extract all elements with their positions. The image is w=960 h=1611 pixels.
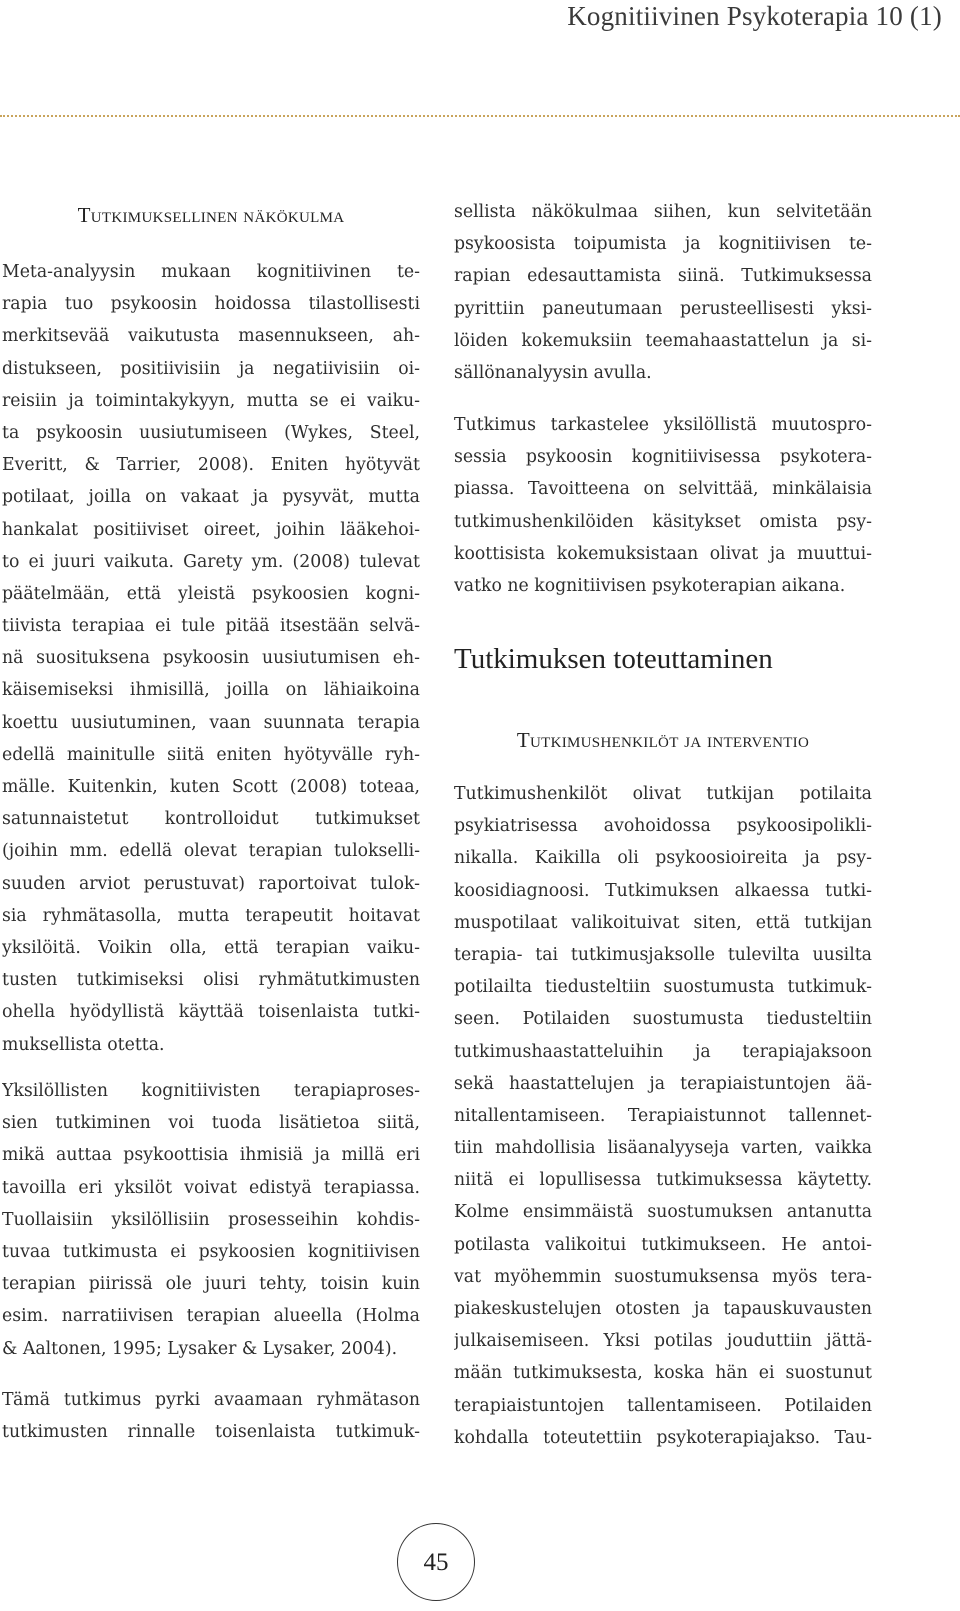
text-line: Yksilöllisten kognitiivisten terapiaproses- — [2, 1081, 420, 1101]
right-paragraph-2 — [454, 409, 872, 602]
text-line: löiden kokemuksiin teemahaastattelun ja si- — [454, 330, 872, 351]
text-line: nä suosituksena psykoosin uusiutumisen eh- — [2, 648, 420, 669]
text-line: piakeskustelujen otosten ja tapauskuvausten — [454, 1299, 872, 1319]
text-line: terapiaistuntojen tallentamiseen. Potilaiden — [454, 1395, 872, 1416]
section-subheading-participants: Tutkimushenkilöt ja interventio — [516, 728, 810, 752]
text-line: koosidiagnoosi. Tutkimuksen alkaessa tutki- — [454, 880, 872, 901]
text-line: psykiatrisessa avohoidossa psykoosipolikli- — [454, 816, 872, 837]
text-line: muksellista otetta. — [2, 1034, 165, 1055]
text-line: & Aaltonen, 1995; Lysaker & Lysaker, 2004). — [2, 1338, 398, 1359]
left-paragraph-3 — [2, 1384, 420, 1448]
text-line: mikä auttaa psykoottisia ihmisiä ja millä eri — [2, 1145, 420, 1166]
text-line: satunnaistetut kontrolloidut tutkimukset — [2, 809, 420, 830]
text-line: terapia- tai tutkimusjaksolle tulevilta uusilta — [454, 944, 872, 965]
section-title-implementation: Tutkimuksen toteuttaminen — [454, 643, 773, 675]
text-line: sia ryhmätasolla, mutta terapeutit hoitavat — [2, 905, 420, 926]
text-line: merkitsevää vaikutusta masennukseen, ah- — [2, 326, 420, 347]
text-line: vat myöhemmin suostumuksensa myös tera- — [454, 1266, 872, 1287]
text-line: sekä haastattelujen ja terapiaistuntojen ää- — [454, 1073, 872, 1094]
text-line: tavoilla eri yksilöt voivat edistyä terapiassa. — [2, 1177, 420, 1198]
text-line: (joihin mm. edellä olevat terapian tulokselli- — [2, 841, 420, 862]
text-line: sien tutkiminen voi tuoda lisätietoa siitä, — [2, 1113, 420, 1134]
text-line: tuvaa tutkimusta ei psykoosien kognitiivisen — [2, 1241, 420, 1262]
text-line: Meta-analyysin mukaan kognitiivinen te- — [2, 262, 420, 282]
text-line: mälle. Kuitenkin, kuten Scott (2008) toteaa, — [2, 777, 420, 797]
text-line: seen. Potilaiden suostumusta tiedusteltiin — [454, 1009, 872, 1030]
text-line: Tutkimus tarkastelee yksilöllistä muutospro- — [454, 415, 872, 435]
right-paragraph-3 — [454, 778, 872, 1454]
text-line: ohella hyödyllistä käyttää toisenlaista tutki- — [2, 1002, 420, 1023]
text-line: Tutkimushenkilöt olivat tutkijan potilaita — [454, 784, 872, 804]
text-line: nitallentamiseen. Terapiaistunnot tallennet- — [454, 1105, 872, 1126]
text-line: käisemiseksi ihmisillä, joilla on lähiaikoina — [2, 680, 420, 701]
text-line: psykoosista toipumista ja kognitiivisen te- — [454, 234, 872, 255]
text-line: tusten tutkimiseksi olisi ryhmätutkimusten — [2, 970, 420, 991]
text-line: vatko ne kognitiivisen psykoterapian aikana. — [454, 575, 846, 596]
text-line: potilailta tiedusteltiin suostumusta tutkimuk- — [454, 977, 872, 998]
header-dotted-rule — [0, 115, 960, 117]
text-line: Kolme ensimmäistä suostumuksen antanutta — [454, 1202, 872, 1223]
text-line: mään tutkimuksesta, koska hän ei suostunut — [454, 1363, 872, 1384]
text-line: distukseen, positiivisiin ja negatiivisiin oi- — [2, 358, 420, 379]
text-line: esim. narratiivisen terapian alueella (Holma — [2, 1306, 420, 1327]
text-line: terapian piirissä ole juuri tehty, toisin kuin — [2, 1274, 420, 1295]
text-line: tiin mahdollisia lisäanalyyseja varten, vaikka — [454, 1138, 872, 1159]
text-line: to ei juuri vaikuta. Garety ym. (2008) tulevat — [2, 551, 420, 572]
text-line: potilasta valikoitui tutkimukseen. He antoi- — [454, 1234, 872, 1255]
text-line: tutkimusten rinnalle toisenlaista tutkimuk- — [2, 1422, 420, 1443]
text-line: kohdalla toteutettiin psykoterapiajakso. Tau- — [454, 1427, 872, 1448]
text-line: reisiin ja toimintakykyyn, mutta se ei vaiku- — [2, 390, 420, 411]
text-line: yksilöitä. Voikin olla, että terapian vaiku- — [2, 937, 420, 958]
text-line: sällönanalyysin avulla. — [454, 362, 652, 383]
text-line: edellä mainitulle siitä eniten hyötyvälle ryh- — [2, 744, 420, 765]
text-line: niitä ei lopullisessa tutkimuksessa käytetty. — [454, 1170, 872, 1191]
left-paragraph-2 — [2, 1075, 420, 1365]
text-line: koottisista kokemuksistaan olivat ja muuttui- — [454, 543, 872, 564]
text-line: julkaisemiseen. Yksi potilas jouduttiin jättä- — [454, 1331, 872, 1352]
text-line: Everitt, & Tarrier, 2008). Eniten hyötyvät — [2, 455, 420, 476]
text-line: rapia tuo psykoosin hoidossa tilastollisesti — [2, 294, 420, 315]
page-number-circle — [397, 1523, 475, 1601]
text-line: rapian edesauttamista siinä. Tutkimuksessa — [454, 266, 872, 287]
left-paragraph-1 — [2, 256, 420, 1061]
text-line: suuden arviot perustuvat) raportoivat tulok- — [2, 873, 420, 894]
text-line: tutkimushaastatteluihin ja terapiajaksoon — [454, 1041, 872, 1062]
page-number: 45 — [423, 1549, 449, 1576]
text-line: tiivista terapiaa ei tule pitää itsestään selvä- — [2, 616, 420, 637]
text-line: koettu uusiutuminen, vaan suunnata terapia — [2, 712, 420, 733]
text-line: pyrittiin paneutumaan perusteellisesti yksi- — [454, 298, 872, 319]
text-line: Tämä tutkimus pyrki avaamaan ryhmätason — [2, 1390, 420, 1410]
journal-header-title: Kognitiivinen Psykoterapia 10 (1) — [567, 1, 942, 31]
text-line: muspotilaat valikoituivat siten, että tutkijan — [454, 912, 872, 933]
text-line: tutkimushenkilöiden käsitykset omista psy- — [454, 511, 872, 532]
text-line: Tuollaisiin yksilöllisiin prosesseihin kohdis- — [2, 1209, 420, 1230]
text-line: piassa. Tavoitteena on selvittää, minkälaisia — [454, 479, 872, 500]
text-line: ta psykoosin uusiutumiseen (Wykes, Steel, — [2, 422, 420, 443]
text-line: potilaat, joilla on vakaat ja pysyvät, mutta — [2, 487, 420, 508]
text-line: päätelmään, että yleistä psykoosien kogni- — [2, 583, 420, 604]
text-line: hankalat positiiviset oireet, joihin lääkehoi- — [2, 519, 420, 540]
section-subheading-research-perspective: Tutkimuksellinen näkökulma — [77, 203, 345, 227]
text-line: sellista näkökulmaa siihen, kun selvitetään — [454, 202, 872, 222]
right-paragraph-1 — [454, 196, 872, 389]
text-line: sessia psykoosin kognitiivisessa psykotera- — [454, 447, 872, 468]
text-line: nikalla. Kaikilla oli psykoosioireita ja psy- — [454, 848, 872, 869]
